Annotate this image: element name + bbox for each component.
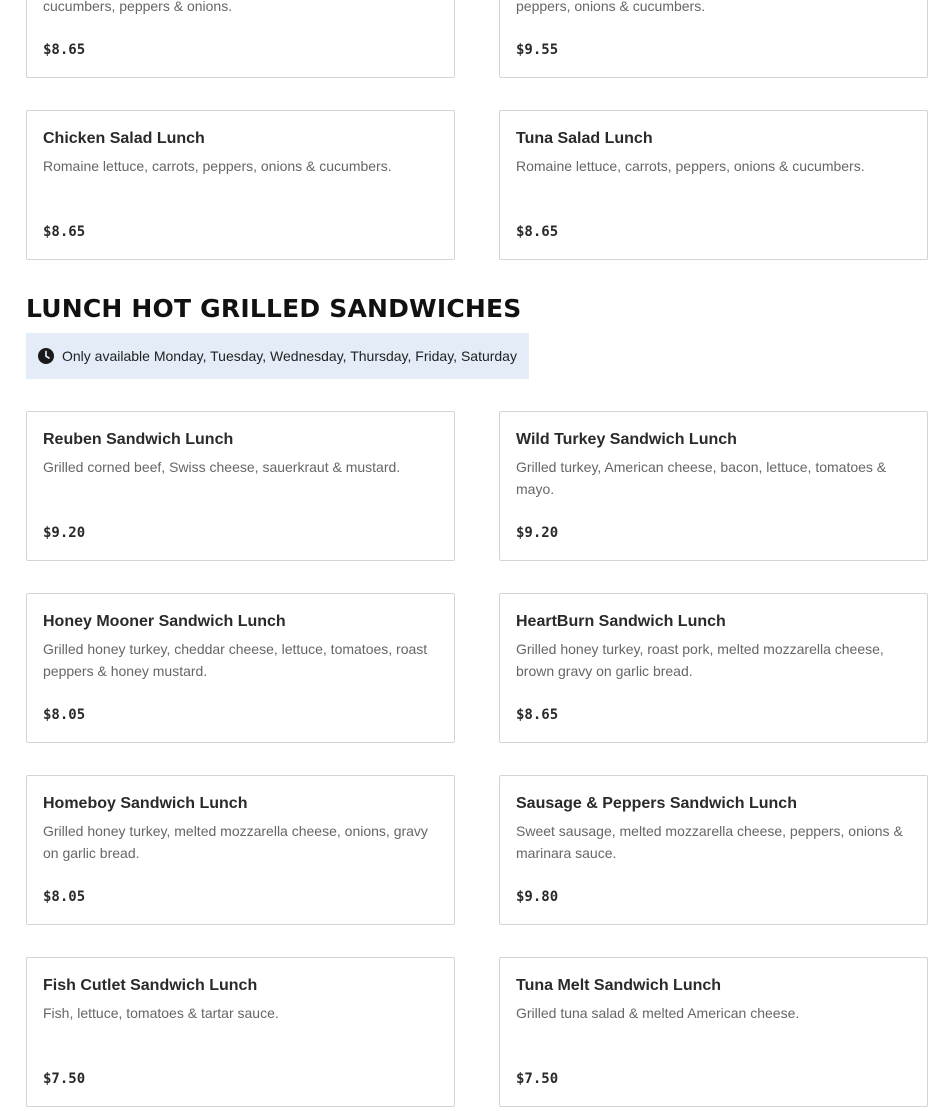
menu-item-card[interactable] (26, 957, 455, 1107)
menu-item-price: $9.80 (516, 889, 559, 905)
menu-item-price: $8.05 (43, 889, 86, 905)
menu-item-name: Homeboy Sandwich Lunch (43, 795, 248, 812)
menu-item-card[interactable] (26, 0, 455, 78)
menu-item-price: $9.55 (516, 42, 559, 58)
menu-item-description: Grilled turkey, American cheese, bacon, lettuce, tomatoes & mayo. (516, 459, 887, 497)
menu-item-card[interactable] (499, 0, 928, 78)
menu-item-card[interactable] (499, 957, 928, 1107)
menu-item-description: Sweet sausage, melted mozzarella cheese, peppers, onions & marinara sauce. (516, 823, 903, 861)
menu-item-card[interactable] (26, 411, 455, 561)
menu-item-description: Grilled honey turkey, roast pork, melted mozzarella cheese, brown gravy on garlic bread. (516, 641, 884, 679)
menu-item-price: $8.65 (43, 42, 86, 58)
menu-item-description: Grilled honey turkey, cheddar cheese, lettuce, tomatoes, roast peppers & honey mustard. (43, 641, 428, 679)
menu-item-card[interactable] (499, 593, 928, 743)
menu-item-description: Fish, lettuce, tomatoes & tartar sauce. (43, 1005, 279, 1021)
menu-item-description: cucumbers, peppers & onions. (43, 0, 233, 14)
availability-banner (26, 333, 529, 379)
menu-item-card[interactable] (26, 110, 455, 260)
menu-item-price: $8.05 (43, 707, 86, 723)
menu-item-description: Grilled tuna salad & melted American cheese. (516, 1005, 800, 1021)
menu-item-name: HeartBurn Sandwich Lunch (516, 613, 726, 630)
menu-item-description: peppers, onions & cucumbers. (516, 0, 706, 14)
menu-item-name: Fish Cutlet Sandwich Lunch (43, 977, 258, 994)
availability-text: Only available Monday, Tuesday, Wednesday, Thursday, Friday, Saturday (62, 348, 517, 364)
menu-item-name: Wild Turkey Sandwich Lunch (516, 431, 737, 448)
menu-item-name: Sausage & Peppers Sandwich Lunch (516, 795, 797, 812)
menu-item-description: Romaine lettuce, carrots, peppers, onions & cucumbers. (516, 158, 865, 174)
menu-item-price: $8.65 (516, 707, 559, 723)
menu-item-description: Romaine lettuce, carrots, peppers, onions & cucumbers. (43, 158, 392, 174)
menu-item-name: Chicken Salad Lunch (43, 130, 205, 147)
menu-item-name: Reuben Sandwich Lunch (43, 431, 234, 448)
menu-item-card[interactable] (26, 775, 455, 925)
menu-item-card[interactable] (26, 593, 455, 743)
menu-item-card[interactable] (499, 775, 928, 925)
menu-item-card[interactable] (499, 110, 928, 260)
menu-item-price: $9.20 (516, 525, 559, 541)
section-title: LUNCH HOT GRILLED SANDWICHES (26, 294, 522, 323)
menu-item-price: $7.50 (43, 1071, 86, 1087)
menu-item-description: Grilled honey turkey, melted mozzarella cheese, onions, gravy on garlic bread. (43, 823, 428, 861)
sandwich-grid (26, 411, 928, 1107)
salad-grid (26, 0, 928, 260)
menu-item-card[interactable] (499, 411, 928, 561)
menu-item-description: Grilled corned beef, Swiss cheese, sauerkraut & mustard. (43, 459, 401, 475)
clock-icon (38, 348, 54, 364)
menu-item-price: $8.65 (516, 224, 559, 240)
menu-item-price: $8.65 (43, 224, 86, 240)
menu-item-price: $9.20 (43, 525, 86, 541)
menu-item-name: Tuna Salad Lunch (516, 130, 653, 147)
menu-item-name: Honey Mooner Sandwich Lunch (43, 613, 286, 630)
menu-item-name: Tuna Melt Sandwich Lunch (516, 977, 722, 994)
menu-item-price: $7.50 (516, 1071, 559, 1087)
